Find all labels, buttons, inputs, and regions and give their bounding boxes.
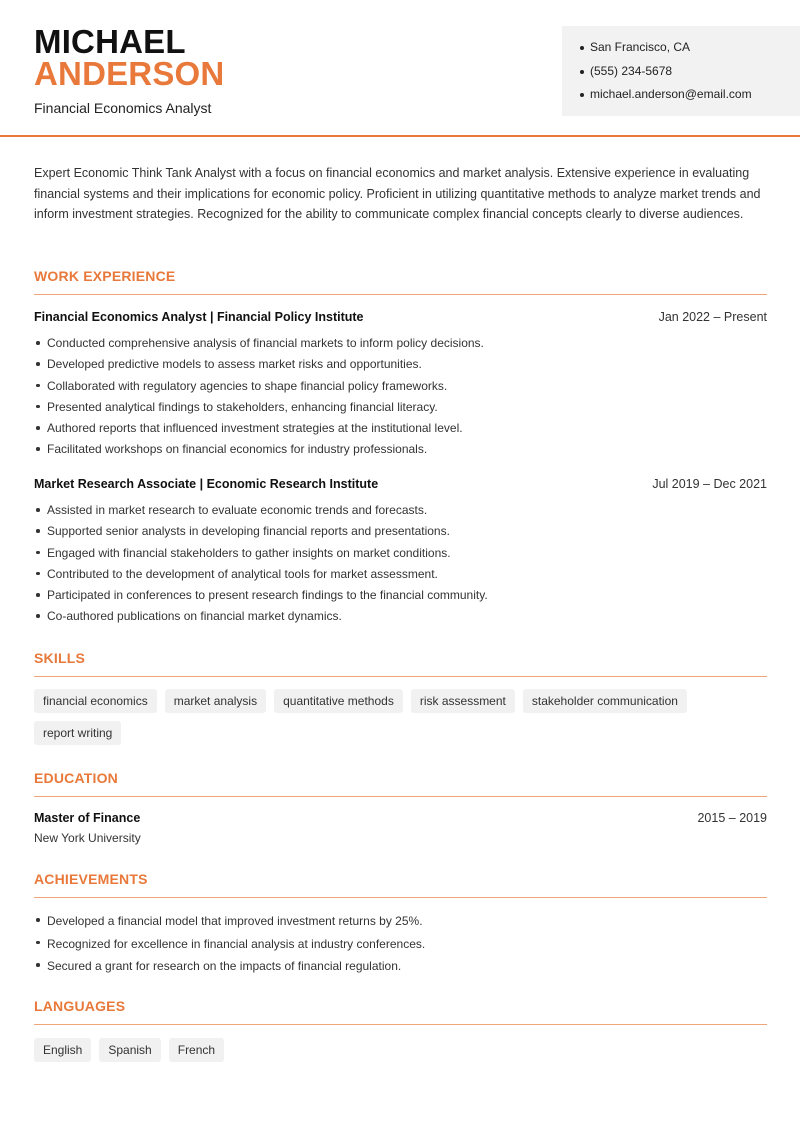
contact-location: San Francisco, CA: [580, 36, 800, 60]
skill-chip: stakeholder communication: [523, 689, 687, 713]
languages-heading: LANGUAGES: [34, 998, 126, 1014]
skill-chip: quantitative methods: [274, 689, 403, 713]
job-bullet-list: [34, 500, 767, 628]
first-name: MICHAEL: [34, 23, 186, 60]
job-bullet: Authored reports that influenced investment strategies at the institutional level.: [34, 418, 767, 439]
school: New York University: [34, 831, 141, 845]
job-bullet: Contributed to the development of analytical tools for market assessment.: [34, 564, 767, 585]
job-header: [34, 477, 767, 491]
job-bullet: Supported senior analysts in developing financial reports and presentations.: [34, 521, 767, 542]
job-dates: Jul 2019 – Dec 2021: [652, 477, 767, 491]
job-bullet: Co-authored publications on financial market dynamics.: [34, 606, 767, 627]
job-bullet-list: [34, 333, 767, 461]
language-chip: English: [34, 1038, 91, 1062]
job-role: Financial Economics Analyst | Financial Policy Institute: [34, 310, 364, 324]
language-chip: Spanish: [99, 1038, 160, 1062]
last-name: ANDERSON: [34, 55, 225, 92]
job-bullet: Assisted in market research to evaluate economic trends and forecasts.: [34, 500, 767, 521]
job-dates: Jan 2022 – Present: [658, 310, 767, 324]
achievements-heading: ACHIEVEMENTS: [34, 871, 148, 887]
resume-header: [0, 0, 800, 137]
work-experience-heading: WORK EXPERIENCE: [34, 268, 176, 284]
skill-chip: financial economics: [34, 689, 157, 713]
skills-list: [34, 689, 767, 745]
education-dates: 2015 – 2019: [697, 811, 767, 825]
skills-heading: SKILLS: [34, 650, 85, 666]
contact-email[interactable]: michael.anderson@email.com: [580, 83, 800, 107]
language-chip: French: [169, 1038, 224, 1062]
job-bullet: Collaborated with regulatory agencies to shape financial policy frameworks.: [34, 376, 767, 397]
job-header: [34, 310, 767, 324]
section-divider: [34, 294, 767, 295]
professional-summary: Expert Economic Think Tank Analyst with a focus on financial economics and market analysis. Extensive experience in evaluating financial systems and their implications for economic policy. Proficient in utilizing quantitative methods to analyze market trends and inform investment strategies. Recognized for the ability to communicate complex financial concepts clearly to diverse audiences.: [34, 166, 761, 222]
achievement-item: Secured a grant for research on the impacts of financial regulation.: [34, 955, 767, 978]
job-bullet: Developed predictive models to assess market risks and opportunities.: [34, 354, 767, 375]
section-divider: [34, 897, 767, 898]
achievement-item: Developed a financial model that improved investment returns by 25%.: [34, 910, 767, 933]
education-heading: EDUCATION: [34, 770, 118, 786]
section-divider: [34, 1024, 767, 1025]
section-divider: [34, 676, 767, 677]
job-bullet: Participated in conferences to present research findings to the financial community.: [34, 585, 767, 606]
job-bullet: Facilitated workshops on financial economics for industry professionals.: [34, 439, 767, 460]
job-bullet: Presented analytical findings to stakeholders, enhancing financial literacy.: [34, 397, 767, 418]
skill-chip: market analysis: [165, 689, 266, 713]
job-title: Financial Economics Analyst: [34, 100, 212, 116]
languages-list: [34, 1038, 767, 1062]
contact-box: [562, 26, 800, 116]
skill-chip: risk assessment: [411, 689, 515, 713]
contact-phone: (555) 234-5678: [580, 60, 800, 84]
job-bullet: Engaged with financial stakeholders to gather insights on market conditions.: [34, 543, 767, 564]
job-bullet: Conducted comprehensive analysis of financial markets to inform policy decisions.: [34, 333, 767, 354]
job-role: Market Research Associate | Economic Research Institute: [34, 477, 379, 491]
achievement-item: Recognized for excellence in financial analysis at industry conferences.: [34, 933, 767, 956]
section-divider: [34, 796, 767, 797]
skill-chip: report writing: [34, 721, 121, 745]
degree: Master of Finance: [34, 811, 141, 825]
achievements-list: [34, 910, 767, 978]
